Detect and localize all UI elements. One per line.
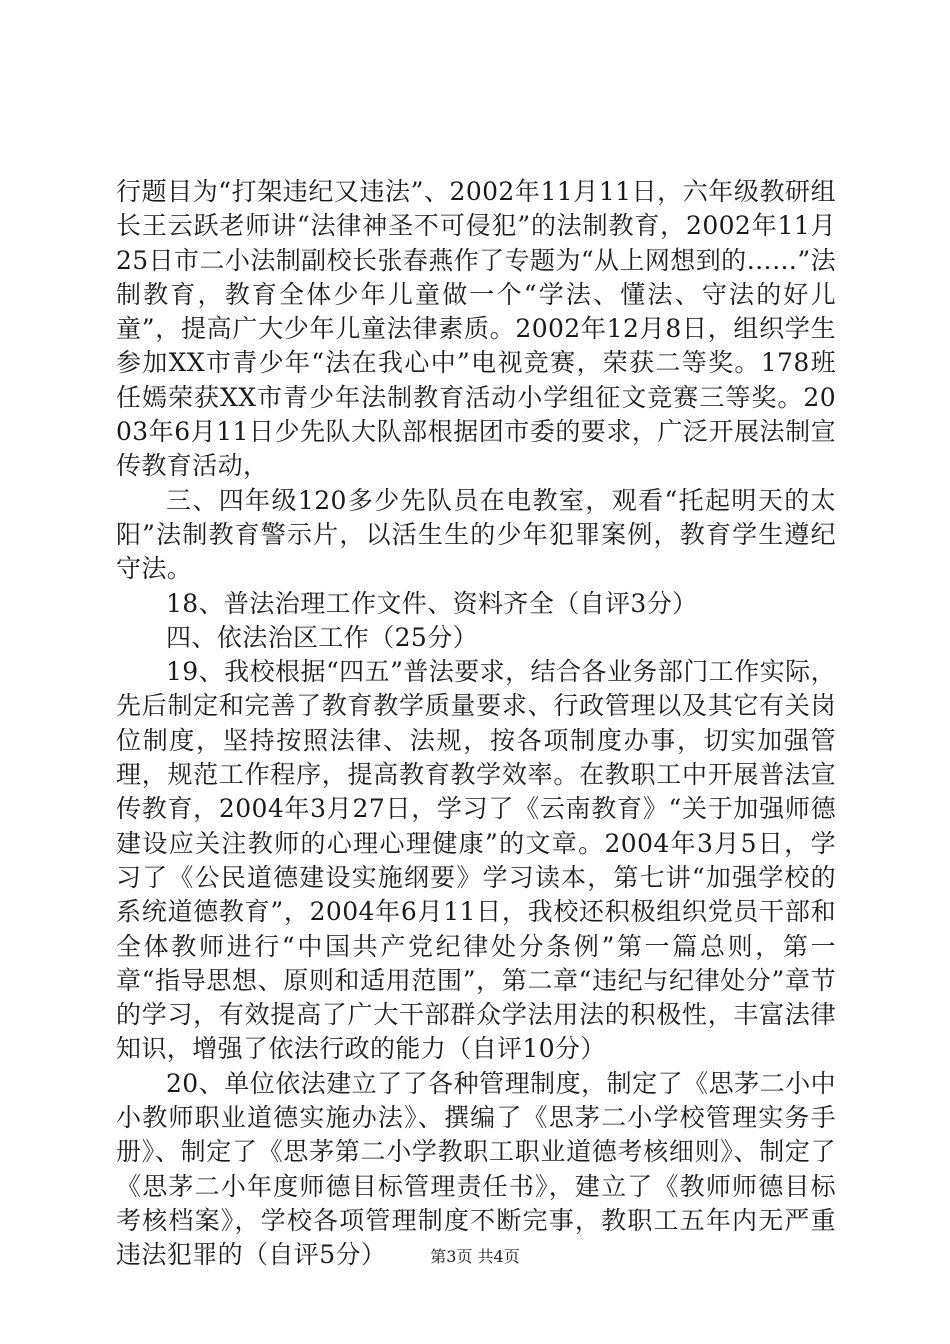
paragraph-6: 20、单位依法建立了了各种管理制度，制定了《思茅二小中小教师职业道德实施办法》、撰编了《思茅二小学校管理实务手册》、制定了《思茅第二小学教职工职业道德考核细则》、制定了《思茅二小年度师德目标管理责任书》，建立了《教师师德目标考核档案》，学校各项管理制度不断完事，教职工五年内无严重违法犯罪的（自评5分）	[116, 1068, 836, 1270]
page-number-footer: 第3页 共4页	[430, 1247, 520, 1266]
paragraph-1: 行题目为“打架违纪又违法”、2002年11月11日，六年级教研组长王云跃老师讲“法律神圣不可侵犯”的法制教育，2002年11月25日市二小法制副校长张春燕作了专题为“从上网想到的……”法制教育，教育全体少年儿童做一个“学法、懂法、守法的好儿童”，提高广大少年儿童法律素质。2002年12月8日，组织学生参加XX市青少年“法在我心中”电视竞赛，荣获二等奖。178班任嫣荣获XX市青少年法制教育活动小学组征文竞赛三等奖。2003年6月11日少先队大队部根据团市委的要求，广泛开展法制宣传教育活动，	[116, 177, 836, 481]
paragraph-5: 19、我校根据“四五”普法要求，结合各业务部门工作实际，先后制定和完善了教育教学质量要求、行政管理以及其它有关岗位制度，坚持按照法律、法规，按各项制度办事，切实加强管理，规范工作程序，提高教育教学效率。在教职工中开展普法宣传教育，2004年3月27日，学习了《云南教育》“关于加强师德建设应关注教师的心理心理健康”的文章。2004年3月5日，学习了《公民道德建设实施纲要》学习读本，第七讲“加强学校的系统道德教育”，2004年6月11日，我校还积极组织党员干部和全体教师进行“中国共产党纪律处分条例”第一篇总则，第一章“指导思想、原则和适用范围”，第二章“违纪与纪律处分”章节的学习，有效提高了广大干部群众学法用法的积极性，丰富法律知识，增强了依法行政的能力（自评10分）	[116, 657, 836, 1064]
document-body	[116, 175, 836, 1273]
paragraph-2: 三、四年级120多少先队员在电教室，观看“托起明天的太阳”法制教育警示片，以活生生的少年犯罪案例，教育学生遵纪守法。	[116, 485, 836, 584]
section-heading-4: 四、依法治区工作（25分）	[166, 622, 479, 652]
paragraph-3: 18、普法治理工作文件、资料齐全（自评3分）	[166, 588, 698, 618]
